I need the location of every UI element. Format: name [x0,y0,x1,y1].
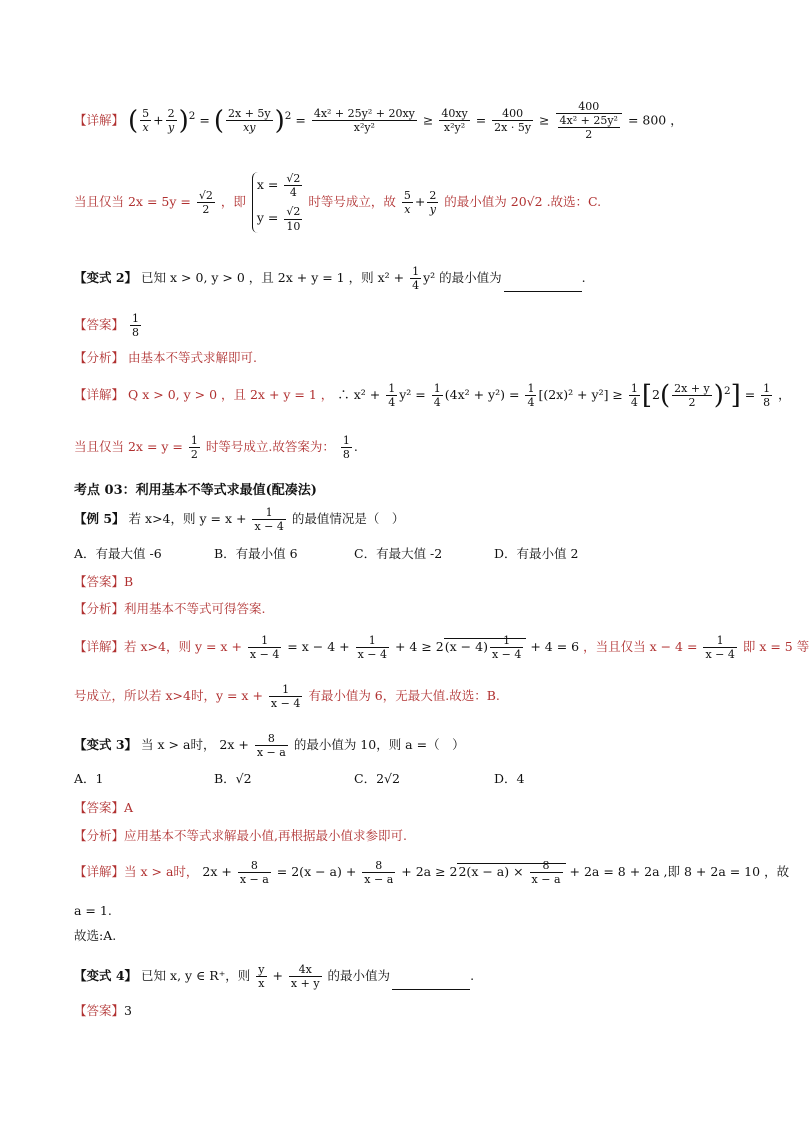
variant2-detail: 【详解】 Q x > 0, y > 0 ，且 2x + y = 1 ， ∴ x² + $\frac{1}{4}$ y² = $\frac{1}{4}$ (4x² + y²) = $\frac{1}{4}$ [(2x)² + y²] ≥ $\frac{1}{4}$ [2( $\frac{2x + y}{2}$ )$^2$] = $\frac{1}{8}$ ， [74,380,791,411]
variant3-q-b: 的最小值为 10，则 a =（ ） [293,737,465,753]
example5-q-a: 若 x>4，则 y = x + [128,511,247,527]
equality-text-d: 的最小值为 20√2 .故选：C. [444,193,602,209]
variant3-d-a: 当 x > a时， [124,864,199,880]
answer-value: A [124,800,134,815]
answer-label: 【答案】 [74,574,125,589]
variant2-question: 【变式 2】 已知 x > 0, y > 0 ，且 2x + y = 1 ，则 x² + $\frac{1}{4}$ y² 的最小值为 . [74,265,586,293]
option-c: C．2√2 [354,771,400,786]
answer-label: 【答案】 [74,1003,125,1018]
example5-analysis [74,601,754,616]
answer-label: 【答案】 [74,800,125,815]
variant4-q-b: 的最小值为 [327,968,391,984]
variant2-answer [74,312,754,339]
equality-text-c: 时等号成立，故 [308,193,396,209]
variant2-detail-2: 当且仅当 2x = y = $\frac{1}{2}$ 时等号成立.故答案为： $\frac{1}{8}$ . [74,434,358,462]
example5-d-c: 即 x = 5 等 [742,639,809,655]
option-c: C．有最大值 -2 [354,546,443,561]
variant3-question: 【变式 3】 当 x > a时， 2x + $\frac{8}{x - a}$ 的最小值为 10，则 a =（ ） [74,732,465,760]
equality-text-b: ，即 [220,193,246,209]
variant3-line3: 故选:A. [74,928,117,943]
analysis-label: 【分析】 [74,350,125,365]
option-d: D．有最小值 2 [494,546,579,561]
variant3-line2: a = 1. [74,903,112,918]
variant3-detail: 【详解】当 x > a时， 2x + $\frac{8}{x - a}$ = 2(x − a) + $\frac{8}{x - a}$ + 2a ≥ 22(x − a) × $\frac{8}{x - a}$ + 2a = 8 + 2a ,即 8 + 2a = 10 ，故 [74,859,790,887]
answer-blank [392,989,470,990]
option-a: A．有最大值 -6 [74,546,162,561]
answer-value: 3 [124,1003,132,1018]
variant4-label: 【变式 4】 [74,968,138,984]
analysis-text: 应用基本不等式求解最小值,再根据最小值求参即可. [124,828,407,843]
variant2-q-a: 已知 x > 0, y > 0 ，且 2x + y = 1 ，则 [141,270,374,286]
answer-num: 1 [132,312,139,325]
answer-den: 8 [132,326,139,340]
detail-label: 【详解】 [74,112,125,128]
variant3-q-a: 当 x > a时， [141,737,216,753]
variant2-line2-b: 时等号成立.故答案为： [205,439,335,455]
variant2-q-b: 的最小值为 [439,270,502,286]
variant2-label: 【变式 2】 [74,270,138,286]
option-d: D．4 [494,771,525,786]
example5-line2-b: 有最小值为 6，无最大值.故选：B. [308,688,500,704]
variant4-answer [74,1003,754,1018]
detail-label: 【详解】 [74,864,125,880]
answer-label: 【答案】 [74,317,125,333]
analysis-text: 由基本不等式求解即可. [128,350,257,365]
variant3-d-b: + 2a = 8 + 2a ,即 8 + 2a = 10 ，故 [569,864,790,880]
section-title: 考点 03：利用基本不等式求最值(配凑法) [74,483,317,498]
variant2-line2-c: . [353,439,358,455]
detail-tail: = 800 ， [627,112,683,128]
answer-value: B [124,574,134,589]
example5-answer [74,574,754,589]
variant3-analysis [74,828,754,843]
detail-label: 【详解】 [74,387,125,403]
example5-detail: 【详解】若 x>4，则 y = x + $\frac{1}{x - 4}$ = x − 4 + $\frac{1}{x - 4}$ + 4 ≥ 2(x − 4) $\frac{1}{x - 4}$ + 4 = 6 ，当且仅当 x − 4 = $\frac{1}{x - 4}$ 即 x = 5 等 [74,634,809,662]
answer-blank [504,291,582,292]
analysis-label: 【分析】 [74,601,125,616]
example5-question: 【例 5】 若 x>4，则 y = x + $\frac{1}{x - 4}$ 的最值情况是（ ） [74,506,405,534]
example5-d-b: ，当且仅当 x − 4 = [583,639,698,655]
variant3-options [74,771,754,786]
variant2-line2-a: 当且仅当 2x = y = [74,439,183,455]
variant4-question: 【变式 4】 已知 x, y ∈ R⁺，则 $\frac{y}{x}$ + $\frac{4x}{x + y}$ 的最小值为 . [74,963,475,991]
example5-d-a: 若 x>4，则 y = x + [124,639,242,655]
variant3-answer [74,800,754,815]
example5-options [74,546,754,561]
detail-line-2: 当且仅当 2x = 5y = $\frac{√2}{2}$ ，即 x = $\frac{√2}{4}$ y = $\frac{√2}{10}$ 时等号成立，故 $\frac{5}{x}$ + $\frac{2}{y}$ 的最小值为 20√2 .故选：C. [74,172,602,233]
variant3-label: 【变式 3】 [74,737,138,753]
option-b: B．有最小值 6 [214,546,298,561]
example5-q-b: 的最值情况是（ ） [291,511,405,527]
detail-line-1: 【详解】 ( $\frac{5}{x}$ + $\frac{2}{y}$ )$^2$ = ( $\frac{2x + 5y}{xy}$ )$^2$ = $\frac{\text{4x² + 25y² + 20xy}}{\text{x²y²}}$ ≥ $\frac{40xy}{\text{x²y²}}$ = $\frac{400}{2x \cdot 5y}$ ≥ $\frac{400}{\frac{\text{4x² + 25y²}}{2}}$ = 800 ， [74,100,683,142]
analysis-label: 【分析】 [74,828,125,843]
option-b: B．√2 [214,771,252,786]
detail-label: 【详解】 [74,639,125,655]
example5-line2-a: 号成立，所以若 x>4时，y = x + [74,688,263,704]
example5-label: 【例 5】 [74,511,125,527]
equality-text-a: 当且仅当 2x = 5y = [74,193,191,209]
analysis-text: 利用基本不等式可得答案. [124,601,266,616]
variant2-detail-tail: ， [778,387,791,403]
example5-detail-2: 号成立，所以若 x>4时，y = x + $\frac{1}{x - 4}$ 有最小值为 6，无最大值.故选：B. [74,683,500,711]
variant2-analysis [74,350,754,365]
variant4-q-a: 已知 x, y ∈ R⁺，则 [141,968,251,984]
option-a: A．1 [74,771,104,786]
